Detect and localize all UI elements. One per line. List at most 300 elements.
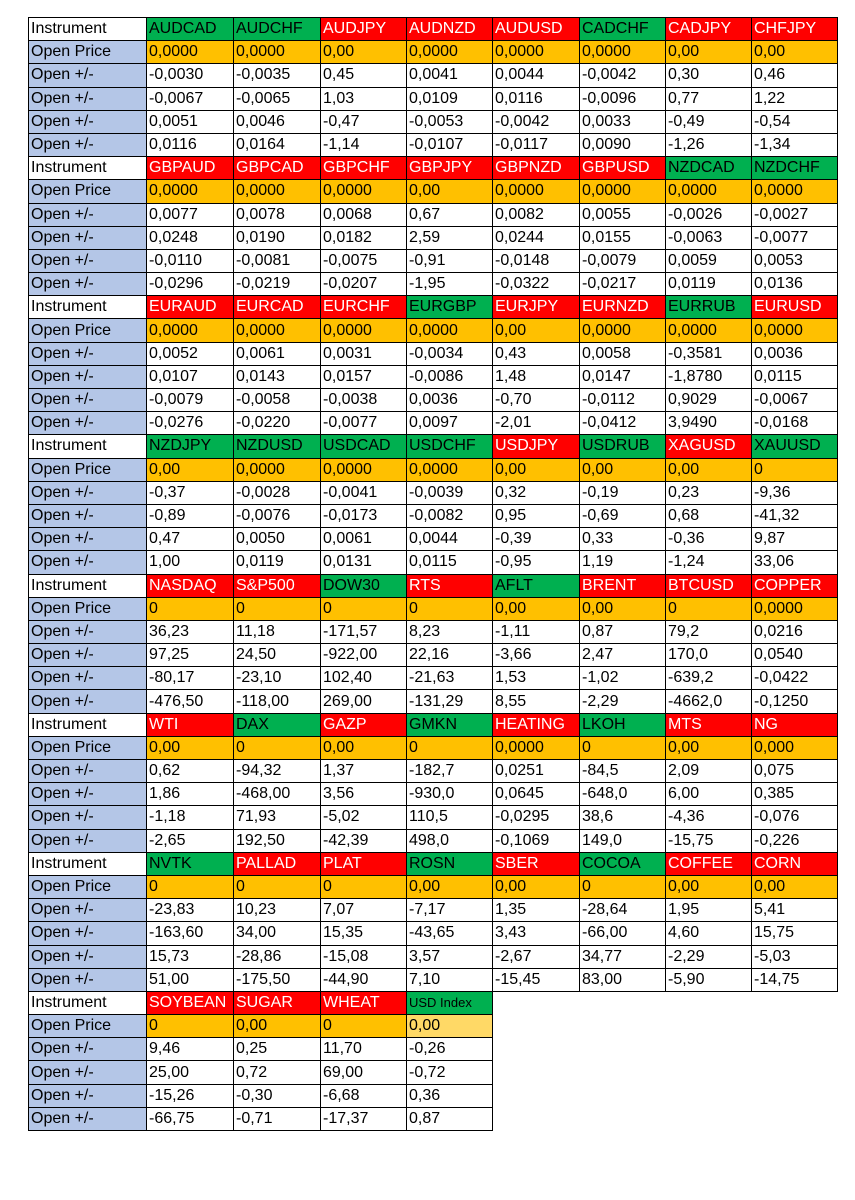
open-change-row [29, 551, 838, 574]
open-change-cell: 36,23 [147, 620, 234, 643]
open-change-cell: 0,33 [580, 528, 666, 551]
instrument-name-cell: SUGAR [234, 991, 321, 1014]
instrument-name-cell: PLAT [321, 852, 407, 875]
row-label-open-price: Open Price [29, 736, 147, 759]
open-price-cell: 0,0000 [493, 736, 580, 759]
open-change-cell: -0,1069 [493, 829, 580, 852]
instrument-name-cell: BRENT [580, 574, 666, 597]
empty-cell [752, 1061, 838, 1084]
instrument-name-cell: COPPER [752, 574, 838, 597]
open-price-cell: 0,0000 [234, 319, 321, 342]
open-change-cell: -15,45 [493, 968, 580, 991]
open-change-cell: -94,32 [234, 760, 321, 783]
open-change-cell: -0,0076 [234, 504, 321, 527]
open-change-cell: -5,90 [666, 968, 752, 991]
open-change-cell: -15,26 [147, 1084, 234, 1107]
open-price-cell: 0,0000 [407, 41, 493, 64]
open-change-row [29, 1084, 838, 1107]
open-price-cell: 0,00 [147, 458, 234, 481]
row-label-open-change: Open +/- [29, 760, 147, 783]
open-change-cell: -23,10 [234, 667, 321, 690]
instrument-name-cell: NZDCAD [666, 157, 752, 180]
open-change-row [29, 1038, 838, 1061]
open-change-cell: -0,0081 [234, 249, 321, 272]
open-change-cell: 110,5 [407, 806, 493, 829]
instrument-name-cell: CORN [752, 852, 838, 875]
open-change-cell: 0,0540 [752, 644, 838, 667]
open-change-cell: -175,50 [234, 968, 321, 991]
open-change-cell: 0,0031 [321, 342, 407, 365]
instrument-name-cell: AUDCHF [234, 18, 321, 41]
row-label-open-change: Open +/- [29, 133, 147, 156]
open-change-cell: -0,0042 [580, 64, 666, 87]
open-change-cell: -0,0038 [321, 389, 407, 412]
open-change-cell: 0,32 [493, 481, 580, 504]
instrument-name-cell: DOW30 [321, 574, 407, 597]
instrument-name-cell: USD Index [407, 991, 493, 1014]
open-price-cell: 0,0000 [580, 41, 666, 64]
row-label-open-price: Open Price [29, 319, 147, 342]
open-change-cell: 8,55 [493, 690, 580, 713]
open-change-cell: -0,0028 [234, 481, 321, 504]
open-change-cell: -0,0086 [407, 365, 493, 388]
open-price-cell: 0,00 [493, 597, 580, 620]
empty-cell [580, 1084, 666, 1107]
row-label-open-change: Open +/- [29, 389, 147, 412]
instrument-name-cell: AUDUSD [493, 18, 580, 41]
open-change-cell: 0,0051 [147, 110, 234, 133]
open-change-cell: 0,0119 [666, 273, 752, 296]
open-change-cell: -476,50 [147, 690, 234, 713]
open-change-cell: -44,90 [321, 968, 407, 991]
open-change-row [29, 249, 838, 272]
row-label-open-change: Open +/- [29, 829, 147, 852]
open-change-cell: 15,35 [321, 922, 407, 945]
empty-cell [666, 1015, 752, 1038]
open-price-cell: 0,0000 [234, 41, 321, 64]
open-change-cell: 0,36 [407, 1084, 493, 1107]
instrument-name-cell: GBPCAD [234, 157, 321, 180]
open-change-cell: 269,00 [321, 690, 407, 713]
row-label-open-change: Open +/- [29, 945, 147, 968]
open-change-cell: 9,87 [752, 528, 838, 551]
open-change-cell: 0,0044 [493, 64, 580, 87]
open-change-cell: -15,08 [321, 945, 407, 968]
open-change-cell: -0,3581 [666, 342, 752, 365]
open-price-cell: 0,00 [407, 1015, 493, 1038]
open-change-cell: 11,18 [234, 620, 321, 643]
instrument-header-row [29, 991, 838, 1014]
instrument-header-row [29, 574, 838, 597]
instrument-name-cell: GBPUSD [580, 157, 666, 180]
instrument-name-cell: EURAUD [147, 296, 234, 319]
empty-cell [493, 991, 580, 1014]
instrument-name-cell: DAX [234, 713, 321, 736]
open-change-row [29, 342, 838, 365]
open-change-cell: 498,0 [407, 829, 493, 852]
open-change-cell: -0,0112 [580, 389, 666, 412]
open-change-cell: -15,75 [666, 829, 752, 852]
open-change-cell: 0,0068 [321, 203, 407, 226]
open-change-cell: -2,65 [147, 829, 234, 852]
open-change-cell: 0,77 [666, 87, 752, 110]
open-price-cell: 0,00 [666, 736, 752, 759]
open-change-cell: -1,34 [752, 133, 838, 156]
open-price-cell: 0,0000 [321, 180, 407, 203]
instrument-name-cell: WHEAT [321, 991, 407, 1014]
open-change-row [29, 1107, 838, 1130]
open-change-cell: 0,0119 [234, 551, 321, 574]
instrument-header-row [29, 18, 838, 41]
empty-cell [493, 1084, 580, 1107]
open-price-cell: 0,00 [752, 875, 838, 898]
open-change-cell: -0,0117 [493, 133, 580, 156]
open-change-cell: -0,0217 [580, 273, 666, 296]
row-label-instrument: Instrument [29, 157, 147, 180]
instrument-name-cell: NASDAQ [147, 574, 234, 597]
open-change-cell: 0,0058 [580, 342, 666, 365]
open-change-cell: -3,66 [493, 644, 580, 667]
instrument-name-cell: NVTK [147, 852, 234, 875]
open-change-cell: -1,18 [147, 806, 234, 829]
empty-cell [580, 1107, 666, 1130]
instrument-name-cell: NZDCHF [752, 157, 838, 180]
open-change-cell: 0,0116 [147, 133, 234, 156]
open-price-row [29, 597, 838, 620]
instrument-name-cell: XAGUSD [666, 435, 752, 458]
empty-cell [666, 1107, 752, 1130]
row-label-instrument: Instrument [29, 574, 147, 597]
open-price-cell: 0,0000 [493, 41, 580, 64]
open-change-cell: 51,00 [147, 968, 234, 991]
open-change-cell: -0,0148 [493, 249, 580, 272]
open-price-cell: 0 [407, 736, 493, 759]
open-change-cell: -1,95 [407, 273, 493, 296]
instrument-header-row [29, 852, 838, 875]
open-change-cell: 38,6 [580, 806, 666, 829]
open-price-row [29, 41, 838, 64]
instrument-name-cell: EURNZD [580, 296, 666, 319]
open-change-cell: 0,30 [666, 64, 752, 87]
open-change-cell: 0,0115 [752, 365, 838, 388]
open-change-cell: 0,0053 [752, 249, 838, 272]
open-change-cell: 102,40 [321, 667, 407, 690]
open-change-cell: -42,39 [321, 829, 407, 852]
open-change-row [29, 412, 838, 435]
open-change-cell: -0,37 [147, 481, 234, 504]
open-change-cell: -0,0065 [234, 87, 321, 110]
open-change-cell: 0,0143 [234, 365, 321, 388]
instrument-table [28, 17, 838, 1131]
open-price-cell: 0,00 [666, 875, 752, 898]
row-label-open-change: Open +/- [29, 504, 147, 527]
instrument-name-cell: AUDCAD [147, 18, 234, 41]
open-price-cell: 0,0000 [321, 458, 407, 481]
open-change-row [29, 783, 838, 806]
open-change-cell: -6,68 [321, 1084, 407, 1107]
open-price-cell: 0,00 [321, 41, 407, 64]
open-price-cell: 0,00 [407, 180, 493, 203]
instrument-name-cell: LKOH [580, 713, 666, 736]
row-label-open-change: Open +/- [29, 922, 147, 945]
open-change-cell: -0,0034 [407, 342, 493, 365]
open-change-cell: 3,9490 [666, 412, 752, 435]
open-change-cell: -0,0039 [407, 481, 493, 504]
open-change-cell: -0,26 [407, 1038, 493, 1061]
open-change-cell: 0,0131 [321, 551, 407, 574]
open-change-cell: 170,0 [666, 644, 752, 667]
open-price-cell: 0,00 [580, 597, 666, 620]
open-change-cell: 0,0251 [493, 760, 580, 783]
instrument-name-cell: EURGBP [407, 296, 493, 319]
open-change-row [29, 829, 838, 852]
open-change-cell: -0,0026 [666, 203, 752, 226]
open-change-cell: 192,50 [234, 829, 321, 852]
open-change-row [29, 389, 838, 412]
open-price-cell: 0,0000 [752, 319, 838, 342]
row-label-open-change: Open +/- [29, 342, 147, 365]
open-change-cell: -639,2 [666, 667, 752, 690]
empty-cell [752, 1015, 838, 1038]
open-change-row [29, 365, 838, 388]
open-change-cell: 34,77 [580, 945, 666, 968]
open-change-cell: 0,45 [321, 64, 407, 87]
instrument-name-cell: USDJPY [493, 435, 580, 458]
instrument-name-cell: EURJPY [493, 296, 580, 319]
open-change-cell: 0,0109 [407, 87, 493, 110]
open-change-cell: 0,43 [493, 342, 580, 365]
open-change-cell: 9,46 [147, 1038, 234, 1061]
open-change-cell: -80,17 [147, 667, 234, 690]
open-change-cell: 69,00 [321, 1061, 407, 1084]
open-change-cell: 0,9029 [666, 389, 752, 412]
open-change-cell: 0,0164 [234, 133, 321, 156]
row-label-open-change: Open +/- [29, 365, 147, 388]
open-price-cell: 0,0000 [407, 319, 493, 342]
row-label-open-change: Open +/- [29, 203, 147, 226]
open-change-row [29, 528, 838, 551]
open-change-cell: -0,0079 [580, 249, 666, 272]
open-price-cell: 0,0000 [493, 180, 580, 203]
row-label-open-change: Open +/- [29, 528, 147, 551]
open-change-cell: -0,226 [752, 829, 838, 852]
open-change-cell: 83,00 [580, 968, 666, 991]
open-price-cell: 0 [234, 736, 321, 759]
empty-cell [666, 991, 752, 1014]
open-change-cell: 25,00 [147, 1061, 234, 1084]
open-price-cell: 0 [580, 736, 666, 759]
open-change-cell: 1,86 [147, 783, 234, 806]
open-change-cell: 0,0244 [493, 226, 580, 249]
open-price-cell: 0,00 [493, 319, 580, 342]
open-change-cell: 0,46 [752, 64, 838, 87]
open-change-cell: -0,0077 [321, 412, 407, 435]
open-change-cell: -0,0220 [234, 412, 321, 435]
instrument-name-cell: CHFJPY [752, 18, 838, 41]
open-change-cell: 15,75 [752, 922, 838, 945]
open-change-cell: -171,57 [321, 620, 407, 643]
row-label-instrument: Instrument [29, 713, 147, 736]
empty-cell [580, 1061, 666, 1084]
open-change-cell: -0,89 [147, 504, 234, 527]
open-change-cell: -1,26 [666, 133, 752, 156]
instrument-name-cell: SBER [493, 852, 580, 875]
open-change-cell: 0,68 [666, 504, 752, 527]
open-change-cell: 3,57 [407, 945, 493, 968]
open-change-cell: 0,0248 [147, 226, 234, 249]
open-price-cell: 0,00 [493, 875, 580, 898]
row-label-open-change: Open +/- [29, 481, 147, 504]
open-price-cell: 0,0000 [580, 180, 666, 203]
open-change-cell: 34,00 [234, 922, 321, 945]
open-price-cell: 0 [580, 875, 666, 898]
instrument-header-row [29, 296, 838, 319]
row-label-instrument: Instrument [29, 296, 147, 319]
row-label-open-change: Open +/- [29, 644, 147, 667]
row-label-open-change: Open +/- [29, 64, 147, 87]
open-price-cell: 0,00 [321, 736, 407, 759]
open-change-cell: -0,0035 [234, 64, 321, 87]
open-change-cell: 1,03 [321, 87, 407, 110]
open-change-cell: -0,0082 [407, 504, 493, 527]
open-change-cell: -0,0067 [147, 87, 234, 110]
open-change-cell: 1,95 [666, 899, 752, 922]
open-price-cell: 0 [321, 1015, 407, 1038]
instrument-name-cell: BTCUSD [666, 574, 752, 597]
empty-cell [580, 1038, 666, 1061]
open-change-cell: -0,0027 [752, 203, 838, 226]
open-change-cell: 0,0036 [752, 342, 838, 365]
open-change-cell: 0,0061 [321, 528, 407, 551]
open-change-cell: -0,0422 [752, 667, 838, 690]
open-change-row [29, 64, 838, 87]
open-change-cell: -4662,0 [666, 690, 752, 713]
open-price-row [29, 1015, 838, 1038]
open-change-cell: 7,07 [321, 899, 407, 922]
open-change-cell: -0,95 [493, 551, 580, 574]
open-change-cell: -0,0079 [147, 389, 234, 412]
row-label-open-price: Open Price [29, 180, 147, 203]
open-change-cell: 0,0059 [666, 249, 752, 272]
open-change-cell: -17,37 [321, 1107, 407, 1130]
row-label-open-change: Open +/- [29, 273, 147, 296]
open-change-cell: -0,0058 [234, 389, 321, 412]
instrument-name-cell: EURRUB [666, 296, 752, 319]
open-change-cell: 6,00 [666, 783, 752, 806]
open-price-cell: 0,00 [666, 458, 752, 481]
open-change-cell: 0,0041 [407, 64, 493, 87]
open-change-cell: 0,47 [147, 528, 234, 551]
instrument-name-cell: GBPAUD [147, 157, 234, 180]
open-change-row [29, 968, 838, 991]
open-change-cell: -1,02 [580, 667, 666, 690]
open-change-cell: 0,0077 [147, 203, 234, 226]
open-change-cell: 3,43 [493, 922, 580, 945]
open-price-cell: 0,00 [407, 875, 493, 898]
open-change-cell: -0,72 [407, 1061, 493, 1084]
open-price-cell: 0,0000 [407, 458, 493, 481]
open-change-row [29, 690, 838, 713]
open-change-cell: 0,075 [752, 760, 838, 783]
open-price-row [29, 319, 838, 342]
row-label-open-change: Open +/- [29, 1084, 147, 1107]
open-change-cell: 0,0055 [580, 203, 666, 226]
instrument-name-cell: HEATING [493, 713, 580, 736]
open-price-cell: 0,0000 [147, 319, 234, 342]
instrument-header-row [29, 157, 838, 180]
instrument-name-cell: AUDNZD [407, 18, 493, 41]
open-change-row [29, 644, 838, 667]
open-change-cell: 2,09 [666, 760, 752, 783]
open-price-cell: 0 [752, 458, 838, 481]
open-change-cell: 0,62 [147, 760, 234, 783]
instrument-name-cell: GBPNZD [493, 157, 580, 180]
open-change-cell: -0,69 [580, 504, 666, 527]
instrument-name-cell: AUDJPY [321, 18, 407, 41]
open-change-cell: -5,03 [752, 945, 838, 968]
open-change-cell: 0,0107 [147, 365, 234, 388]
open-price-cell: 0,0000 [752, 597, 838, 620]
open-change-cell: 1,48 [493, 365, 580, 388]
open-change-cell: 3,56 [321, 783, 407, 806]
open-change-cell: -0,0063 [666, 226, 752, 249]
open-price-cell: 0,0000 [666, 319, 752, 342]
instrument-name-cell: CADJPY [666, 18, 752, 41]
empty-cell [580, 991, 666, 1014]
open-price-cell: 0,0000 [321, 319, 407, 342]
instrument-header-row [29, 713, 838, 736]
open-change-row [29, 87, 838, 110]
row-label-open-price: Open Price [29, 875, 147, 898]
open-change-cell: -5,02 [321, 806, 407, 829]
open-change-cell: 0,87 [407, 1107, 493, 1130]
open-change-cell: 0,0097 [407, 412, 493, 435]
open-change-cell: -1,14 [321, 133, 407, 156]
open-price-cell: 0,0000 [147, 180, 234, 203]
open-change-cell: -0,0322 [493, 273, 580, 296]
open-change-cell: 1,00 [147, 551, 234, 574]
open-change-cell: 0,0052 [147, 342, 234, 365]
row-label-instrument: Instrument [29, 991, 147, 1014]
row-label-open-price: Open Price [29, 1015, 147, 1038]
open-change-cell: 0,0082 [493, 203, 580, 226]
empty-cell [493, 1038, 580, 1061]
instrument-name-cell: EURCAD [234, 296, 321, 319]
open-price-cell: 0,00 [234, 1015, 321, 1038]
open-change-row [29, 133, 838, 156]
open-change-cell: 0,0155 [580, 226, 666, 249]
open-price-cell: 0,00 [752, 41, 838, 64]
open-change-cell: 97,25 [147, 644, 234, 667]
open-change-cell: -1,11 [493, 620, 580, 643]
row-label-open-change: Open +/- [29, 249, 147, 272]
open-price-row [29, 458, 838, 481]
open-change-row [29, 504, 838, 527]
open-change-cell: 0,72 [234, 1061, 321, 1084]
open-change-cell: 2,47 [580, 644, 666, 667]
instrument-name-cell: NG [752, 713, 838, 736]
row-label-open-change: Open +/- [29, 226, 147, 249]
open-change-cell: -182,7 [407, 760, 493, 783]
empty-cell [493, 1061, 580, 1084]
open-change-cell: -0,0276 [147, 412, 234, 435]
row-label-open-change: Open +/- [29, 87, 147, 110]
open-change-cell: -0,0110 [147, 249, 234, 272]
open-change-cell: 7,10 [407, 968, 493, 991]
open-change-cell: -0,0168 [752, 412, 838, 435]
instrument-name-cell: NZDJPY [147, 435, 234, 458]
open-change-cell: -0,0096 [580, 87, 666, 110]
